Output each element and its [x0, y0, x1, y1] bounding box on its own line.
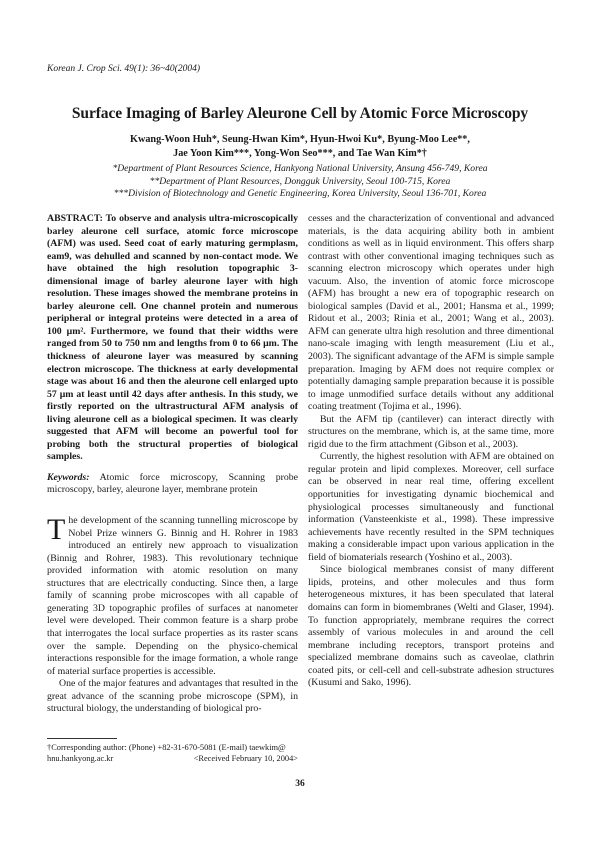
body-paragraph: But the AFM tip (cantilever) can interact directly with structures on the membrane, which is, at the same time, more rigid due to the firm attachment (Gibson et al., 2003).: [308, 413, 554, 450]
paper-title: Surface Imaging of Barley Aleurone Cell by Atomic Force Microscopy: [71, 105, 529, 122]
corresponding-author-footnote: [47, 742, 298, 764]
body-paragraph: Since biological membranes consist of many different lipids, proteins, and other molecules and thus form heterogeneous mixtures, it has been speculated that lateral domains can form in biomembranes (Welti and Glaser, 1994). To function appropriately, membrane requires the correct assembly of various molecules in and around the cell membrane including receptors, transport proteins and specialized membrane domains such as caveolae, clathrin coated pits, or cell-cell and cell-substrate adhesion structures (Kusumi and Sako, 1996).: [308, 564, 554, 689]
journal-reference: Korean J. Crop Sci. 49(1): 36~40(2004): [47, 64, 200, 74]
body-paragraph: One of the major features and advantages that resulted in the great advance of the scanning probe microscope (SPM), in structural biology, the understanding of biological pro-: [47, 678, 298, 715]
affiliations: [40, 163, 560, 201]
footnote-divider: [47, 738, 117, 739]
footnote-email-domain: hnu.hankyong.ac.kr: [47, 754, 114, 763]
footnote-line: †Corresponding author: (Phone) +82-31-670-5081 (E-mail) taewkim@: [47, 743, 286, 752]
affiliation-line: ***Division of Biotechnology and Genetic Engineering, Korea University, Seoul 136-701, Korea: [113, 188, 487, 200]
author-line: Kwang-Woon Huh*, Seung-Hwan Kim*, Hyun-Hwoi Ku*, Byung-Moo Lee**,: [130, 134, 470, 145]
author-list: [60, 133, 540, 160]
left-column: [47, 213, 298, 716]
keywords-label: Keywords:: [47, 471, 90, 483]
right-column: [308, 213, 554, 690]
received-date: <Received February 10, 2004>: [193, 754, 298, 763]
body-paragraph: Currently, the highest resolution with AFM are obtained on regular protein and lipid complexes. Moreover, cell surface can be observed in near real time, offering excellent opportunities for investigating dynamic biochemical and physiological processes simultaneously and functional information (Vansteenkiste et al., 1998). These impressive achievements have recently resulted in the SPM techniques making a considerable impact upon various application in the field of biomaterials research (Yoshino et al., 2003).: [308, 451, 554, 563]
keywords-text: Atomic force microscopy, Scanning probe microscopy, barley, aleurone layer, membrane protein: [47, 471, 298, 496]
page-number: 36: [295, 779, 305, 789]
author-line: Jae Yoon Kim***, Yong-Won Seo***, and Tae Wan Kim*†: [173, 147, 427, 159]
abstract: ABSTRACT: To observe and analysis ultra-microscopically barley aleurone cell surface, atomic force microscope (AFM) was used. Seed coat of early maturing germplasm, eam9, was dehulled and scanned by non-contact mode. We have obtained the high resolution topographic 3-dimensional image of barley aleurone layer with high resolution. These images showed the membrane proteins in barley aleurone cell. One channel protein and numerous peripheral or integral proteins were detected in a area of 100 μm². Furthermore, we found that their widths were ranged from 50 to 750 nm and lengths from 0 to 66 μm. The thickness of aleurone layer was measured by scanning electron microscope. The thickness at early developmental stage was about 16 and then the aleurone cell enlarged upto 57 μm at least until 42 days after anthesis. In this study, we firstly reported on the ultrastructural AFM analysis of living aleurone cell as a biological specimen. It was clearly suggested that AFM will become an powerful tool for probing both the structural properties of biological samples.: [47, 213, 298, 463]
drop-cap: T: [47, 513, 66, 547]
intro-paragraph: [47, 515, 298, 678]
affiliation-line: **Department of Plant Resources, Dongguk University, Seoul 100-715, Korea: [149, 175, 451, 187]
affiliation-line: *Department of Plant Resources Science, Hankyong National University, Ansung 456-749, Korea: [112, 163, 488, 174]
body-paragraph: cesses and the characterization of conventional and advanced materials, is the data acquiring ability both in ambient conditions as well as in liquid environment. This offers sharp contrast with other conventional imaging techniques such as scanning electron microscopy which operates under high vacuum. Also, the invention of atomic force microscope (AFM) has brought a new era of topographic research on biological samples (David et al., 2001; Hansma et al., 1999; Ridout et al., 2003; Rinia et al., 2001; Wang et al., 2003). AFM can generate ultra high resolution and three dimentional nano-scale imaging with length measurement (Liu et al., 2003). The significant advantage of the AFM is simple sample preparation. Imaging by AFM does not require complex or potentially damaging sample preparation because it is possible to image unmodified surface details without any additional coating treatment (Tojima et al., 1996).: [308, 213, 554, 413]
footnote-line: [47, 753, 298, 764]
intro-text: he development of the scanning tunnelling microscope by Nobel Prize winners G. Binnig and H. Rohrer in 1983 introduced an entirely new approach to visualization (Binnig and Rohrer, 1983). This revolutionary technique provided information with atomic resolution on many structures that are electrically conducting. Since then, a large family of scanning probe microscopes with all capable of generating 3D topographic profiles of surfaces at nanometer level were developed. Their common feature is a sharp probe that interrogates the local surface properties as its raster scans over the sample. Depending on the physico-chemical interactions responsible for the image formation, a whole range of material surface properties is accessible.: [47, 515, 298, 677]
keywords: [47, 472, 298, 497]
